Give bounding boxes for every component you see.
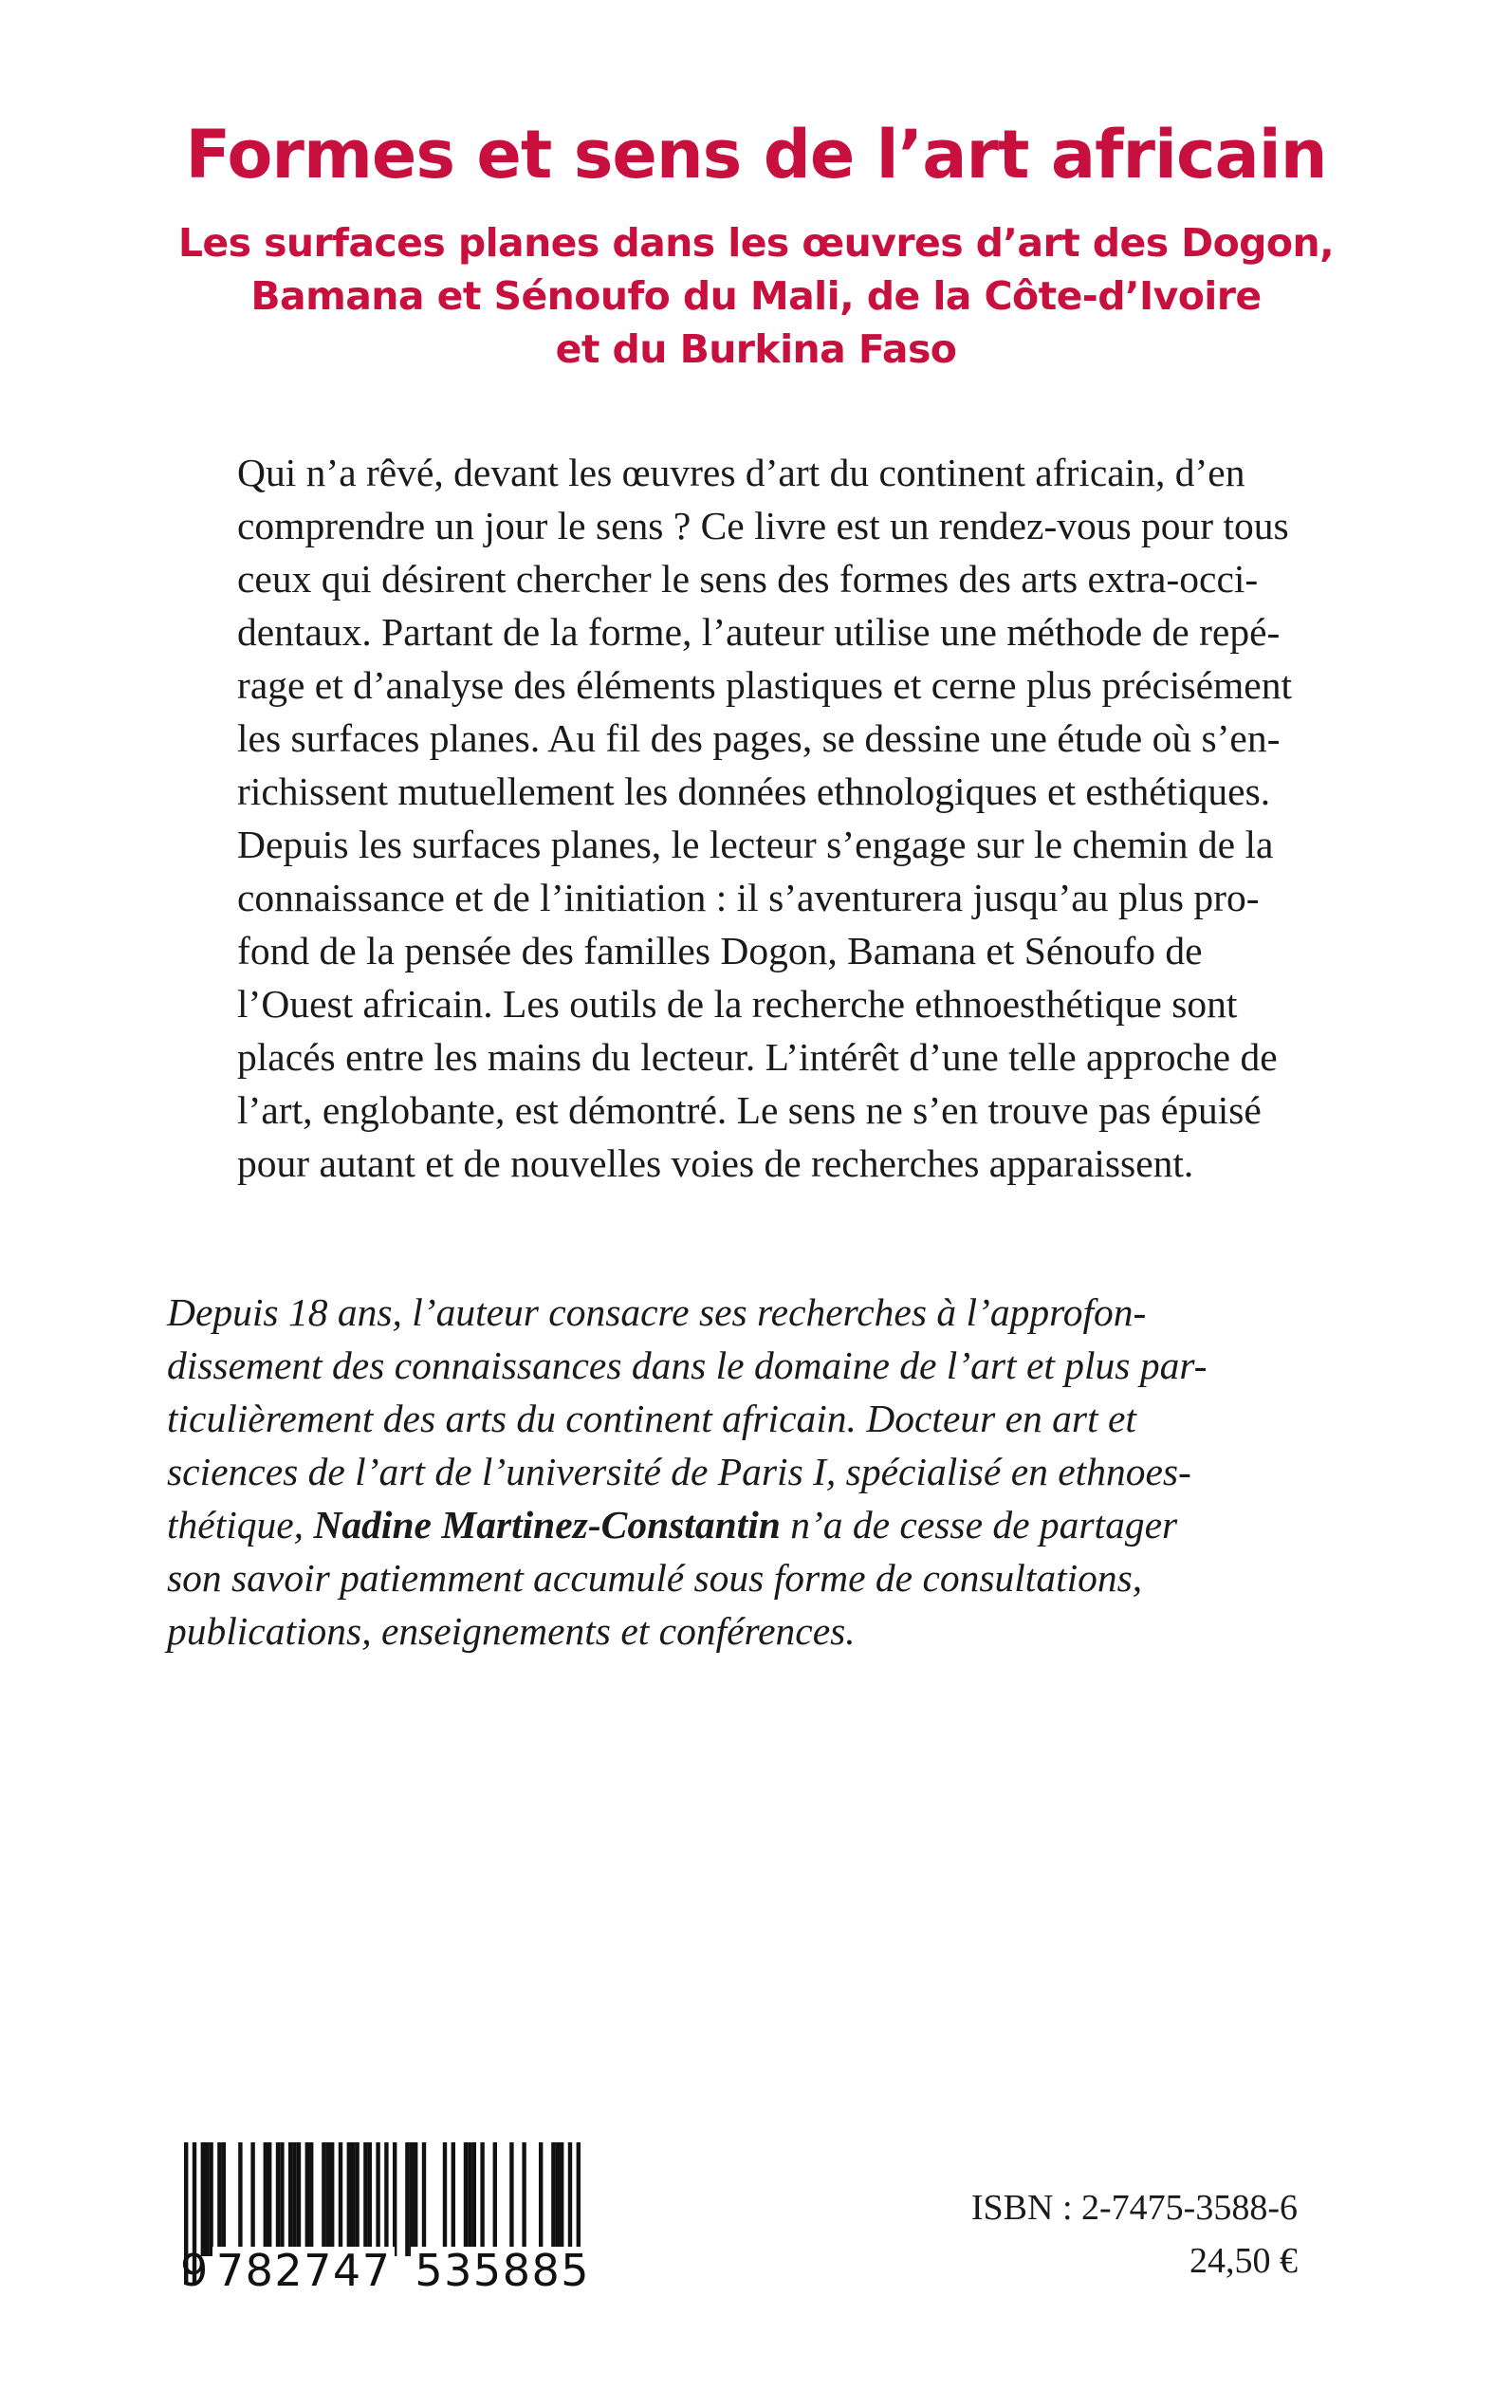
bio-line: son savoir patiemment accumulé sous forme de consultations, — [167, 1556, 1143, 1600]
barcode-bar — [205, 2142, 209, 2256]
barcode-bar — [250, 2142, 254, 2256]
barcode-bar — [351, 2142, 355, 2256]
summary-line: l’art, englobante, est démontré. Le sens ne s’en trouve pas épuisé — [237, 1088, 1262, 1132]
barcode-bar — [309, 2142, 313, 2256]
barcode-bar — [472, 2142, 476, 2256]
summary-line: fond de la pensée des familles Dogon, Bamana et Sénoufo de — [237, 929, 1203, 972]
barcode-bar — [326, 2142, 330, 2256]
barcode-group-1: 782747 — [212, 2247, 396, 2294]
bio-line-with-name — [167, 1498, 1301, 1551]
barcode-bar — [551, 2142, 555, 2256]
barcode-bar — [330, 2142, 334, 2256]
barcode-bar — [292, 2142, 296, 2256]
isbn-number: ISBN : 2-7475-3588-6 — [970, 2188, 1298, 2228]
summary-line: placés entre les mains du lecteur. L’intérêt d’une telle approche de — [237, 1035, 1278, 1079]
barcode-bar — [209, 2142, 212, 2256]
barcode-lead-digit: 9 — [180, 2245, 209, 2296]
subtitle-line: et du Burkina Faso — [555, 326, 957, 372]
barcode-bar — [222, 2142, 226, 2256]
barcode-bar — [264, 2142, 267, 2256]
bio-line: ticulièrement des arts du continent africain. Docteur en art et — [167, 1397, 1136, 1440]
author-bio — [167, 1286, 1301, 1658]
barcode-bar — [443, 2142, 447, 2256]
barcode-bar — [288, 2142, 292, 2256]
summary-line: connaissance et de l’initiation : il s’aventurera jusqu’au plus pro- — [237, 876, 1260, 919]
book-title: Formes et sens de l’art africain — [185, 116, 1327, 194]
barcode-bar — [276, 2142, 280, 2256]
barcode-bar — [201, 2142, 205, 2256]
barcode-group-2: 535885 — [411, 2247, 594, 2294]
barcode-bar — [522, 2142, 526, 2256]
bio-line-prefix: thétique, — [167, 1503, 314, 1547]
barcode-bar — [355, 2142, 359, 2256]
barcode-bar — [305, 2142, 309, 2256]
barcode-bar — [238, 2142, 242, 2256]
barcode-bar — [347, 2142, 351, 2256]
summary-line: Qui n’a rêvé, devant les œuvres d’art du continent africain, d’en — [237, 451, 1245, 494]
barcode-bar — [217, 2142, 221, 2256]
summary-line: dentaux. Partant de la forme, l’auteur utilise une méthode de repé- — [237, 610, 1281, 654]
barcode-bar — [464, 2142, 468, 2256]
price-label: 24,50 € — [1189, 2241, 1298, 2281]
barcode-bar — [280, 2142, 284, 2256]
barcode-bar — [539, 2142, 543, 2256]
barcode-bar — [410, 2142, 414, 2256]
barcode-bar — [393, 2142, 396, 2256]
barcode-bar — [363, 2142, 367, 2256]
bio-line: dissement des connaissances dans le domaine de l’art et plus par- — [167, 1343, 1208, 1387]
subtitle-line: Bamana et Sénoufo du Mali, de la Côte-d’Ivoire — [250, 273, 1262, 319]
barcode-digits — [180, 2247, 594, 2294]
book-subtitle — [0, 216, 1512, 376]
barcode-bar — [322, 2142, 325, 2256]
author-name: Nadine Martinez-Constantin — [313, 1503, 781, 1547]
barcode-bar — [480, 2142, 484, 2256]
bio-line: sciences de l’art de l’université de Paris I, spécialisé en ethnoes- — [167, 1450, 1191, 1493]
barcode-bar — [414, 2142, 417, 2256]
barcode-bar — [493, 2142, 497, 2256]
summary-line: Depuis les surfaces planes, le lecteur s’engage sur le chemin de la — [237, 823, 1274, 866]
barcode-bar — [368, 2142, 372, 2256]
bio-line-suffix: n’a de cesse de partager — [780, 1503, 1178, 1547]
barcode-bar — [422, 2142, 426, 2256]
barcode-bar — [452, 2142, 455, 2256]
summary-line: ceux qui désirent chercher le sens des formes des arts extra-occi- — [237, 557, 1259, 601]
subtitle-line: Les surfaces planes dans les œuvres d’art des Dogon, — [177, 220, 1335, 266]
summary-line: l’Ouest africain. Les outils de la recherche ethnoesthétique sont — [237, 982, 1238, 1026]
bio-line: Depuis 18 ans, l’auteur consacre ses recherches à l’approfon- — [167, 1290, 1147, 1334]
summary-line: rage et d’analyse des éléments plastiques et cerne plus précisément — [237, 663, 1292, 707]
book-summary — [237, 446, 1300, 1190]
barcode-bar — [405, 2142, 409, 2256]
barcode-bar — [560, 2142, 563, 2256]
summary-line: comprendre un jour le sens ? Ce livre est un rendez-vous pour tous — [237, 504, 1289, 547]
barcode-bar — [468, 2142, 471, 2256]
bio-line: publications, enseignements et conférences. — [167, 1609, 856, 1653]
barcode-bar — [267, 2142, 271, 2256]
summary-line: les surfaces planes. Au fil des pages, se dessine une étude où s’en- — [237, 716, 1281, 760]
summary-line: richissent mutuellement les données ethnologiques et esthétiques. — [237, 769, 1271, 813]
summary-line: pour autant et de nouvelles voies de recherches apparaissent. — [237, 1141, 1194, 1185]
barcode-bar — [509, 2142, 513, 2256]
barcode-bar — [339, 2142, 342, 2256]
barcode-bar — [556, 2142, 560, 2256]
barcode-bar — [297, 2142, 301, 2256]
